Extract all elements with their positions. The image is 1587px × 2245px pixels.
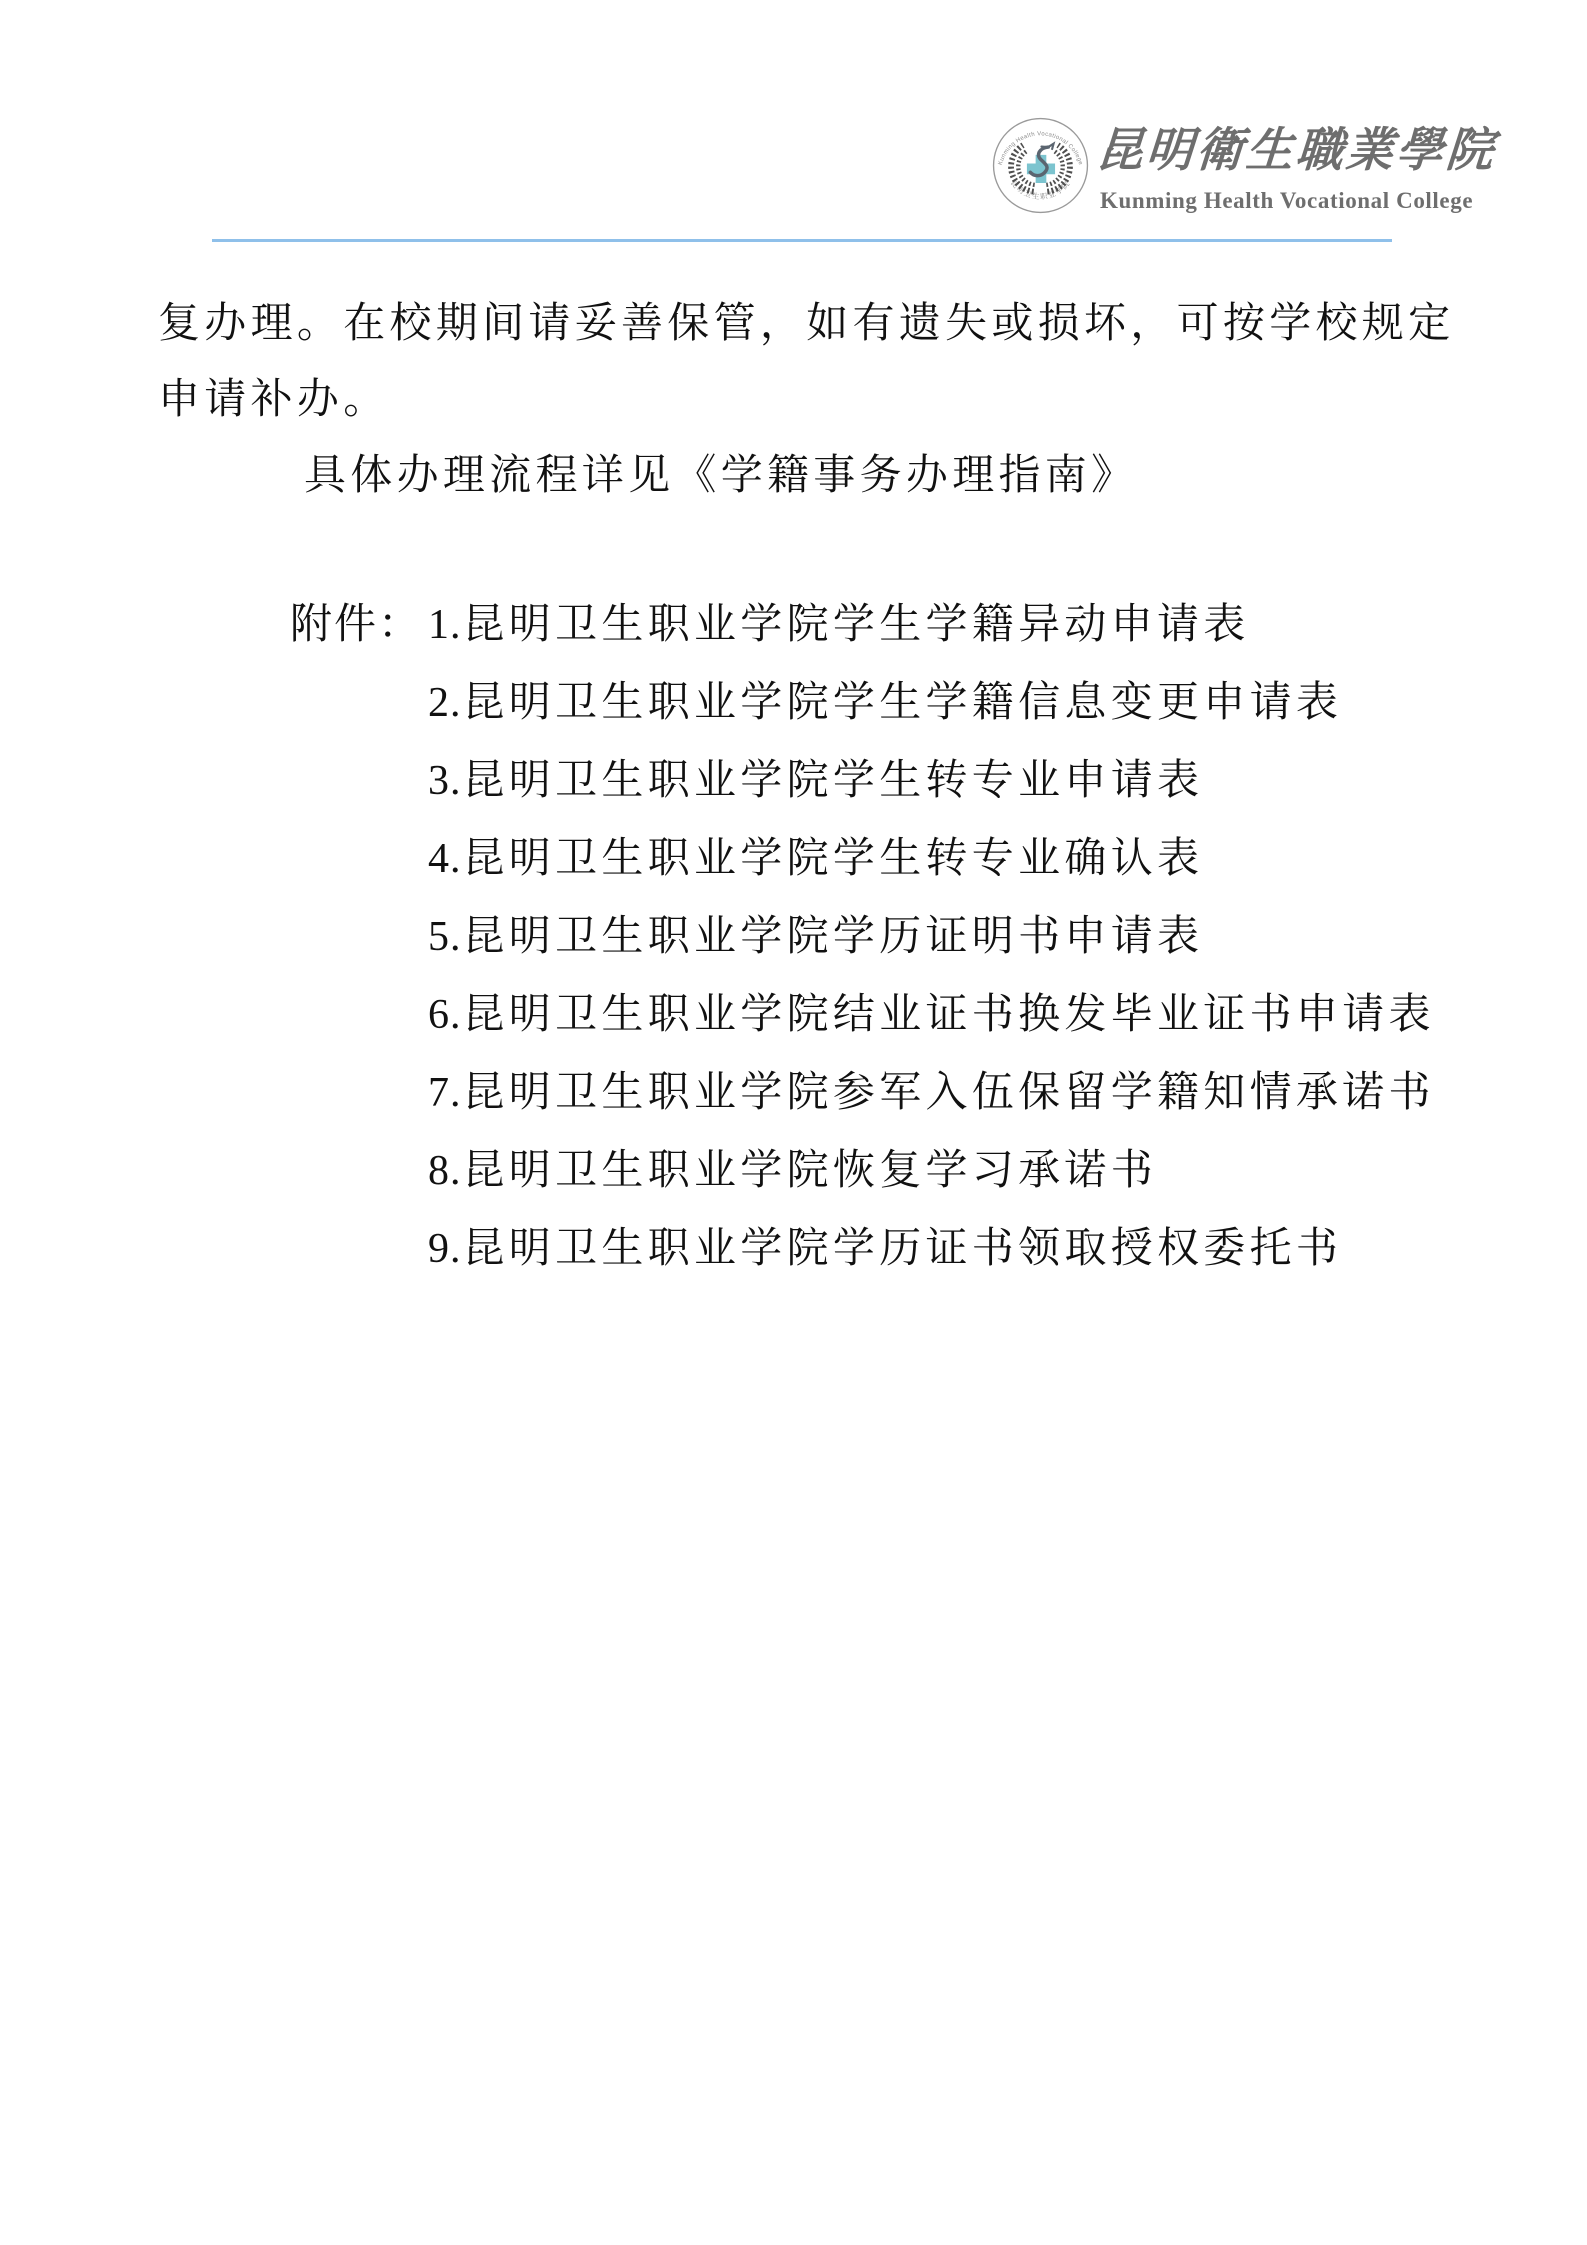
attachment-item bbox=[290, 1050, 1435, 1128]
college-seal-icon bbox=[992, 117, 1089, 214]
attachment-number: 7. bbox=[428, 1070, 462, 1116]
attachment-title: 昆明卫生职业学院结业证书换发毕业证书申请表 bbox=[462, 992, 1435, 1038]
paragraph-1-line-1: 复办理。在校期间请妥善保管，如有遗失或损坏，可按学校规定 bbox=[158, 301, 1455, 347]
college-name-english: Kunming Health Vocational College bbox=[1100, 188, 1474, 213]
attachment-title: 昆明卫生职业学院学生学籍信息变更申请表 bbox=[462, 680, 1343, 726]
attachment-title: 昆明卫生职业学院恢复学习承诺书 bbox=[462, 1148, 1158, 1194]
attachments-list bbox=[290, 582, 1435, 1284]
attachment-number: 5. bbox=[428, 914, 462, 960]
attachment-title: 昆明卫生职业学院学生学籍异动申请表 bbox=[462, 602, 1250, 648]
seal-arc-text-top: Kunming Health Vocational College bbox=[997, 131, 1084, 167]
attachment-item bbox=[290, 1128, 1435, 1206]
attachment-number: 3. bbox=[428, 758, 462, 804]
attachment-item bbox=[290, 894, 1435, 972]
attachment-title: 昆明卫生职业学院学历证明书申请表 bbox=[462, 914, 1204, 960]
paragraph-1-line-2: 申请补办。 bbox=[158, 377, 390, 423]
attachments-label: 附件： bbox=[290, 602, 423, 648]
attachment-item bbox=[290, 738, 1435, 816]
attachment-item bbox=[290, 660, 1435, 738]
attachment-item bbox=[290, 972, 1435, 1050]
seal-arc-text-bottom: 昆明卫生职业学院 bbox=[1008, 178, 1073, 202]
attachment-number: 1. bbox=[428, 602, 462, 648]
attachment-title: 昆明卫生职业学院学生转专业确认表 bbox=[462, 836, 1204, 882]
attachment-item bbox=[290, 816, 1435, 894]
attachment-number: 4. bbox=[428, 836, 462, 882]
attachment-number: 6. bbox=[428, 992, 462, 1038]
attachment-title: 昆明卫生职业学院学历证书领取授权委托书 bbox=[462, 1226, 1343, 1272]
attachment-title: 昆明卫生职业学院参军入伍保留学籍知情承诺书 bbox=[462, 1070, 1435, 1116]
attachment-title: 昆明卫生职业学院学生转专业申请表 bbox=[462, 758, 1204, 804]
attachment-number: 9. bbox=[428, 1226, 462, 1272]
attachment-number: 2. bbox=[428, 680, 462, 726]
attachment-item bbox=[290, 1206, 1435, 1284]
attachment-number: 8. bbox=[428, 1148, 462, 1194]
paragraph-2: 具体办理流程详见《学籍事务办理指南》 bbox=[304, 453, 1138, 499]
college-name-calligraphy: 昆明衛生職業學院 bbox=[1094, 125, 1498, 177]
header-divider bbox=[212, 239, 1392, 242]
attachment-item bbox=[290, 582, 1435, 660]
